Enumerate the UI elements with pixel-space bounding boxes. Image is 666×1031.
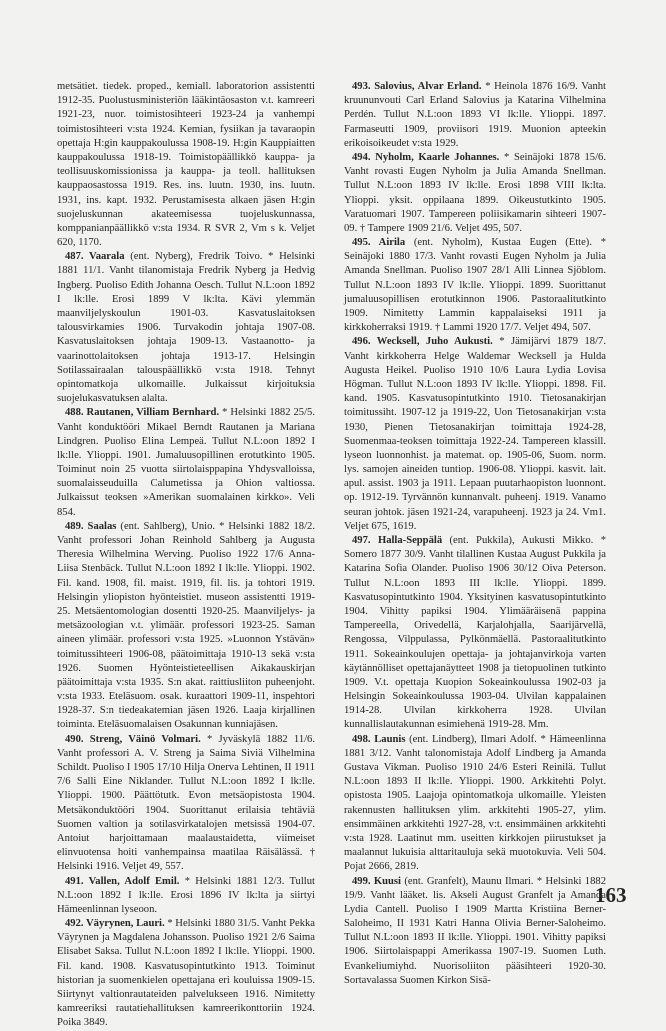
biography-entry <box>344 80 606 151</box>
biography-entry <box>344 335 606 534</box>
biography-entry <box>344 151 606 236</box>
entry-text: (ent. Pukkila), Aukusti Mikko. * Somero 1877 30/9. Vanht tilallinen Kustaa August Pukkila ja Katarina Sofia Olander. Puoliso 1906 30/12 Oiva Peterson. Tullut N.L:oon 1893 III lk:lle. Ylioppi. 1899. Kasvatusopintutkinto 1904. Yksityinen kasvatusopintutkinto 1904. Vihitty papiksi 1904. Ylimääräisenä pappina Tampereella, Orivedellä, Karjalohjalla, Saarijärvellä, Rengossa, Vilppulassa, Pylkönmäellä. Pastoraalitutkinto 1911. Sokeainkoulujen opettaja- ja johtajanvirkoja varten käytännölliset opettajanäytteet 1908 ja tietopuolinen tutkinto 1909. V.t. opettaja Kuopion Sokeainkoulussa 1902-03 ja Helsingin Sokeainkoulussa 1903-04. Ulvilan kappalainen 1914-28. Ulvilan kirkkoherra 1928. Ulvilan kunnallislautakunnan esimiehenä 1919-28. Mm. <box>344 535 606 731</box>
biography-entry <box>344 733 606 875</box>
page-number: 163 <box>595 883 627 907</box>
entry-name: 496. Wecksell, Juho Aukusti. <box>352 336 493 348</box>
biography-entry <box>344 534 606 733</box>
biography-entry <box>344 236 606 335</box>
entry-text: (ent. Sahlberg), Unio. * Helsinki 1882 18/2. Vanht professori Johan Reinhold Sahlberg ja Augusta Theresia Wilhelmina Werving. Puoliso 1922 17/6 Anna-Liisa Stenbäck. Tullut N.L:oon 1892 I lk:lle. Ylioppi. 1902. Fil. kand. 1908, fil. maist. 1919, fil. lis. ja tohtori 1919. Helsingin yliopiston hyönteistiet. museon assistentti 1919-25. Metsäentomologian dosentti 1920-25. Maanviljelys- ja metsäzoologian v.t. ylimäär. professori 1923-25. Saman aineen ylimäär. professori v:sta 1925. »Luonnon Ystävän» toimitussihteeri 1906-08, päätoimittaja 1910-13 sekä v:sta 1926. Suomen Hyönteistieteellisen Aikakauskirjan päätoimittaja v:sta 1935. S:n akat. raittiusliiton puheenjoht. v:sta 1933. Eteläsuom. osak. kuraattori 1909-11, inspehtori 1928-37. S:n tiedeakatemian jäsen 1926. Laaja kirjallinen toiminta. Eteläsuomalaisen Osakunnan kunniajäsen. <box>57 520 315 731</box>
entry-text: (ent. Nyholm), Kustaa Eugen (Ette). * Seinäjoki 1880 17/3. Vanht rovasti Eugen Nyholm ja Julia Amanda Snellman. Puoliso 1907 28/1 Alli Linnea Sjöblom. Tullut N.L:oon 1893 IV lk:lle. Ylioppi. 1899. Suorittanut jumaluusopillisen erotutkinnon 1906. Pastoraalitutkinto 1909. Nimitetty Lammin kappalaiseksi 1911 ja kirkkoherraksi 1919. † Lammi 1920 17/7. Veljet 494, 507. <box>344 237 606 334</box>
entry-name: 492. Väyrynen, Lauri. <box>65 918 165 930</box>
entry-name: 499. Kuusi <box>352 875 401 887</box>
biography-entry <box>57 875 315 918</box>
entry-name: 494. Nyholm, Kaarle Johannes. <box>352 151 500 163</box>
entry-name: 491. Vallen, Adolf Emil. <box>65 875 180 887</box>
left-column <box>57 80 315 1031</box>
entry-text: * Helsinki 1882 25/5. Vanht konduktööri Mikael Berndt Rautanen ja Mariana Lindgren. Puoliso Elina Lempeä. Tullut N.L:oon 1892 I lk:lle. Ylioppi. 1901. Jumaluusopillinen erotutkinto 1905. Toiminut noin 25 vuotta siirtolaisppapina Yhdysvalloissa, suomalaisseuduilla Calumetissa ja Ohion valtiossa. Julkaissut teoksen »Amerikan suomalainen kirkko». Veli 854. <box>57 407 315 518</box>
entry-name: 488. Rautanen, Villiam Bernhard. <box>65 407 220 419</box>
entry-text: * Seinäjoki 1878 15/6. Vanht rovasti Eugen Nyholm ja Julia Amanda Snellman. Tullut N.L:oon 1893 IV lk:lle. Erosi 1898 VIII lk:lta. Ylioppi. yksit. oppilaana 1899. Oikeustutkinto 1905. Varatuomari 1907. Tampereen poliisikamarin sihteeri 1907-09. † Tampere 1909 21/6. Veljet 495, 507. <box>344 151 606 234</box>
biography-entry <box>57 733 315 875</box>
biography-entry <box>57 80 315 250</box>
entry-text: (ent. Lindberg), Ilmari Adolf. * Hämeenlinna 1881 3/12. Vanht talonomistaja Adolf Lindberg ja Amanda Gustava Vikman. Puoliso 1910 24/6 Esteri Reinilä. Tullut N.L:oon 1893 II lk:lle. Ylioppi. 1900. Arkkitehti Polyt. opistosta 1905. Laajoja opintomatkoja ulkomaille. Yleisten rakennusten hallituksen ylim. arkkitehti 1905-27, ylim. ensimmäinen arkkitehti 1927-28, v:t. ensimmäinen arkkitehti v:sta 1928. Laatinut mm. useitten kirkkojen piirustukset ja maalannut lukuisia alttaritauluja sekä muotokuvia. Veli 504. Pojat 2666, 2819. <box>344 733 606 873</box>
entry-text: metsätiet. tiedek. proped., kemiall. laboratorion assistentti 1912-35. Puolustusministeriön lääkintäosaston v.t. kamreeri 1921-23, nuor. toimistosihteeri 1923-24 ja vanhempi toimistosihteeri v:sta 1924. Kemian, fysiikan ja tavaraopin opettaja H:gin kauppakoulussa 1908-19. H:gin Kauppiaitten kauppakoulussa 1918-19. Toimistopäällikkö kauppa- ja teollisuuskomissionissa ja kauppa- ja teoll. hallituksen kauppaosastossa 1919. Res. ins. luutn. 1930, ins. luutn. 1931, ins. kapt. 1932. Perustamisesta alkaen jäsen H:gin suojeluskunnan akateemisessa tuojeluskunnassa, komppanianpäällikkö v:sta 1934. R SVR 2, Vm s k. Veljet 620, 1170. <box>57 81 315 249</box>
entry-text: * Jämijärvi 1879 18/7. Vanht kirkkoherra Helge Waldemar Wecksell ja Hulda Augusta Heikel. Puoliso 1910 10/6 Laura Lydia Lovisa Högman. Tullut N.L:oon 1893 IV lk:lle. Ylioppi. 1898. Fil. kand. 1905. Kasvatusopintutkinto 1910. Tietosanakirjan toimitussiht. 1907-12 ja 1919-22, Uon Tietosanakirjan v:sta 1930, Pienen Tietosanakirjan toimittaja 1924-28, Suomenmaa-teoksen toimittaja 1922-24. Tampereen klassill. lyseon luonnonhist. ja matemat. op. 1905-06, Suom. norm. lys. samojen aineiden tuntiop. 1906-08. Ylioppi. kasvit. lait. apul. assist. 1903 ja 1911. Lepaan puutarhaopiston luonnont. op. 1912-19. Tyrvännön kunnanvalt. puheenj. 1919. Vanamo seuran johtok. jäsen 1921-24, varapuheenj. 1923 ja 24. Vm1. Veljet 675, 1619. <box>344 336 606 532</box>
biography-entry <box>57 406 315 520</box>
biography-entry <box>57 917 315 1031</box>
entry-text: (ent. Nyberg), Fredrik Toivo. * Helsinki 1881 11/1. Vanht tilanomistaja Fredrik Nyberg ja Hedvig Ingberg. Puoliso Edith Johanna Oesch. Tullut N.L:oon 1892 I lk:lle. Erosi 1899 V lk:lta. Kävi ylemmän maanviljelyskoulun 1901-03. Kasvatuslaitoksen talousvirkamies 1906. Turvakodin johtaja 1907-08. Kasvatuslaitoksen johtaja 1909-13. Vastaanotto- ja vaarinottolaitoksen johtaja 1913-17. Helsingin Sotilassairaalan talouspäällikkö v:sta 1918. Tehnyt opintomatkoja ulkomaille. Julkaissut kirjoituksia suojelukasvatuksen alalta. <box>57 251 315 405</box>
right-column <box>344 80 606 988</box>
biography-entry <box>344 875 606 989</box>
entry-name: 493. Salovius, Alvar Erland. <box>352 81 482 92</box>
entry-name: 497. Halla-Seppälä <box>352 535 443 546</box>
entry-name: 490. Streng, Väinö Volmari. <box>65 733 201 745</box>
entry-text: * Helsinki 1880 31/5. Vanht Pekka Väyrynen ja Magdalena Johansson. Puoliso 1921 2/6 Saima Elisabet Saksa. Tullut N.L:oon 1892 I lk:lle. Ylioppi. 1900. Fil. kand. 1908. Kasvatusopintutkinto 1913. Toiminut historian ja suomenkielen opettajana eri kouluissa 1909-15. Siirtynyt valtionrautateiden palvelukseen 1916. Nimitetty kamreeriksi rautatiehallituksen kamreerikonttoriin 1924. Poika 3849. <box>57 918 315 1029</box>
entry-name: 489. Saalas <box>65 520 117 532</box>
entry-text: * Helsinki 1881 12/3. Tullut N.L:oon 1892 I lk:lle. Erosi 1896 IV lk:lta ja siirtyi Hämeenlinnan lyseoon. <box>57 875 315 915</box>
biography-entry <box>57 250 315 406</box>
biography-entry <box>57 520 315 733</box>
entry-name: 495. Airila <box>352 237 406 249</box>
entry-text: (ent. Granfelt), Maunu Ilmari. * Helsinki 1882 19/9. Vanht lääket. lis. Akseli August Granfelt ja Amanda Lydia Cantell. Puoliso I 1909 Martta Kristiina Berner-Saloheimo, II 1931 Katri Hanna Olivia Berner-Saloheimo. Tullut N.L:oon 1893 II lk:lle. Ylioppi. 1901. Vihitty papiksi 1906. Siirtolaispappi Amerikassa 1907-19. Suomen Luth. Evankeliumiyhd. Nuorisoliiton pääsihteeri 1920-30. Sortavalassa Suomen Kirkon Sisä- <box>344 875 606 986</box>
entry-name: 498. Launis <box>352 733 406 745</box>
entry-text: * Jyväskylä 1882 11/6. Vanht professori A. V. Streng ja Saima Siviä Vilhelmina Schildt. Puoliso I 1905 17/10 Hilja Onerva Lehtinen, II 1911 7/6 Salli Eine Niklander. Tullut N.L:oon 1892 I lk:lle. Ylioppi. 1900. Päättötutk. Evon metsäopistosta 1904. Metsäkonduktööri 1904. Suorittanut erilaisia tehtäviä Suomen valtion ja sotilasvirkatalojen metsissä 1904-07. Antoiut harjoittamaan maalaustaidetta, viimeiset elinvuotensa hoiti vanhempainsa maatilaa Räisälässä. † Helsinki 1916. Veljet 49, 557. <box>57 733 316 873</box>
entry-text: * Heinola 1876 16/9. Vanht kruununvouti Carl Erland Salovius ja Katarina Vilhelmina Perdén. Tullut N.L:oon 1893 VI lk:lle. Ylioppi. 1897. Farmaseutti 1909, proviisori 1919. Muonion apteekin erikoisoikeudet v:sta 1929. <box>344 81 606 149</box>
entry-name: 487. Vaarala <box>65 251 125 263</box>
